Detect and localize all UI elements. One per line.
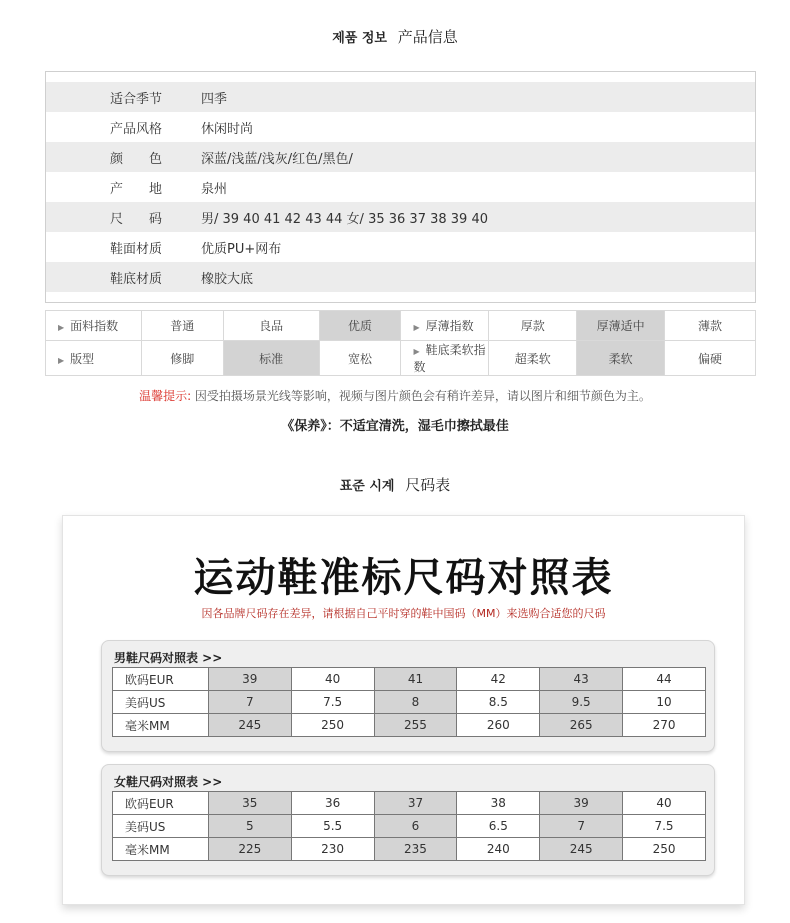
product-info-table bbox=[45, 71, 756, 303]
size-row bbox=[113, 792, 706, 815]
size-cell: 5 bbox=[208, 815, 291, 838]
info-table-top-pad bbox=[46, 72, 755, 82]
info-row bbox=[46, 262, 755, 292]
index-label bbox=[46, 311, 142, 341]
size-cell: 245 bbox=[208, 714, 291, 737]
women-size-panel bbox=[101, 764, 715, 876]
index-option: 超柔软 bbox=[489, 341, 577, 376]
size-cell: 225 bbox=[208, 838, 291, 861]
size-cell: 39 bbox=[208, 668, 291, 691]
size-cell: 8 bbox=[374, 691, 457, 714]
men-size-title: 男鞋尺码对照表 >> bbox=[114, 651, 223, 665]
size-row-label: 毫米MM bbox=[113, 838, 209, 861]
info-row-key: 颜 色 bbox=[110, 151, 163, 167]
index-option: 良品 bbox=[223, 311, 319, 341]
size-cell: 35 bbox=[208, 792, 291, 815]
size-cell: 43 bbox=[540, 668, 623, 691]
size-cell: 250 bbox=[623, 838, 706, 861]
info-row-key: 鞋底材质 bbox=[110, 271, 163, 287]
size-cell: 42 bbox=[457, 668, 540, 691]
triangle-right-icon: ▶ bbox=[58, 355, 65, 365]
index-label-text: 鞋底柔软指数 bbox=[413, 343, 486, 374]
index-label bbox=[401, 311, 489, 341]
index-option: 偏硬 bbox=[665, 341, 756, 376]
women-size-table bbox=[112, 791, 706, 861]
size-section-title bbox=[0, 474, 790, 495]
info-row-value: 四季 bbox=[201, 91, 228, 107]
warm-tip-label: 温馨提示: bbox=[139, 389, 192, 403]
size-row bbox=[113, 668, 706, 691]
men-size-table bbox=[112, 667, 706, 737]
size-row-label: 美码US bbox=[113, 815, 209, 838]
info-row-key: 适合季节 bbox=[110, 91, 163, 107]
product-info-title bbox=[0, 26, 790, 47]
size-cell: 260 bbox=[457, 714, 540, 737]
info-row bbox=[46, 82, 755, 112]
size-row bbox=[113, 691, 706, 714]
size-row bbox=[113, 815, 706, 838]
index-label bbox=[46, 341, 142, 376]
info-row-value: 泉州 bbox=[201, 181, 228, 197]
size-section-title-kr: 표준 시계 bbox=[339, 479, 395, 494]
size-cell: 40 bbox=[291, 668, 374, 691]
info-row bbox=[46, 202, 755, 232]
triangle-right-icon: ▶ bbox=[413, 323, 420, 332]
size-cell: 6.5 bbox=[457, 815, 540, 838]
size-cell: 245 bbox=[540, 838, 623, 861]
index-option: 薄款 bbox=[665, 311, 756, 341]
info-rows bbox=[46, 82, 755, 292]
index-option: 厚款 bbox=[489, 311, 577, 341]
info-row-key: 产品风格 bbox=[110, 121, 163, 137]
index-option: 修脚 bbox=[141, 341, 223, 376]
size-cell: 240 bbox=[457, 838, 540, 861]
size-cell: 7 bbox=[208, 691, 291, 714]
size-section-title-cn: 尺码表 bbox=[405, 476, 451, 494]
size-cell: 7.5 bbox=[623, 815, 706, 838]
info-table-bottom-pad bbox=[46, 292, 755, 302]
index-option: 厚薄适中 bbox=[577, 311, 665, 341]
warm-tip-text: 因受拍摄场景光线等影响，视频与图片颜色会有稍许差异，请以图片和细节颜色为主。 bbox=[191, 389, 651, 403]
index-row bbox=[46, 341, 756, 376]
size-cell: 8.5 bbox=[457, 691, 540, 714]
size-cell: 6 bbox=[374, 815, 457, 838]
index-option: 柔软 bbox=[577, 341, 665, 376]
size-cell: 40 bbox=[623, 792, 706, 815]
size-cell: 10 bbox=[623, 691, 706, 714]
size-cell: 39 bbox=[540, 792, 623, 815]
size-cell: 9.5 bbox=[540, 691, 623, 714]
size-cell: 41 bbox=[374, 668, 457, 691]
size-cell: 270 bbox=[623, 714, 706, 737]
info-row-key: 尺 码 bbox=[110, 211, 163, 227]
size-cell: 7.5 bbox=[291, 691, 374, 714]
size-chart-note: 因各品牌尺码存在差异，请根据自己平时穿的鞋中国码（MM）来选购合适您的尺码 bbox=[201, 607, 606, 620]
info-row-value: 深蓝/浅蓝/浅灰/红色/黑色/ bbox=[201, 151, 353, 167]
index-option: 优质 bbox=[319, 311, 401, 341]
info-row bbox=[46, 142, 755, 172]
product-info-title-cn: 产品信息 bbox=[397, 28, 458, 46]
index-label-text: 厚薄指数 bbox=[425, 319, 474, 333]
info-row-value: 休闲时尚 bbox=[201, 121, 254, 137]
size-row-label: 美码US bbox=[113, 691, 209, 714]
index-option: 宽松 bbox=[319, 341, 401, 376]
size-row bbox=[113, 714, 706, 737]
product-info-title-kr: 제품 정보 bbox=[332, 31, 387, 46]
size-chart-box bbox=[62, 515, 745, 905]
size-row-label: 欧码EUR bbox=[113, 668, 209, 691]
index-row bbox=[46, 311, 756, 341]
triangle-right-icon: ▶ bbox=[58, 323, 65, 332]
warm-tip bbox=[0, 387, 790, 404]
women-size-title: 女鞋尺码对照表 >> bbox=[114, 775, 223, 789]
size-row-label: 欧码EUR bbox=[113, 792, 209, 815]
size-cell: 44 bbox=[623, 668, 706, 691]
men-size-panel bbox=[101, 640, 715, 752]
size-cell: 36 bbox=[291, 792, 374, 815]
index-option: 普通 bbox=[141, 311, 223, 341]
size-cell: 38 bbox=[457, 792, 540, 815]
index-label bbox=[401, 341, 489, 376]
size-cell: 7 bbox=[540, 815, 623, 838]
size-cell: 235 bbox=[374, 838, 457, 861]
size-cell: 37 bbox=[374, 792, 457, 815]
index-label-text: 版型 bbox=[70, 351, 95, 366]
info-row-key: 鞋面材质 bbox=[110, 241, 163, 257]
info-row bbox=[46, 232, 755, 262]
info-row-value: 男/ 39 40 41 42 43 44 女/ 35 36 37 38 39 40 bbox=[201, 211, 488, 227]
info-row bbox=[46, 172, 755, 202]
info-row-value: 优质PU+网布 bbox=[201, 241, 282, 257]
care-instructions: 《保养》：不适宜清洗，湿毛巾擦拭最佳 bbox=[281, 419, 509, 434]
size-chart-heading: 运动鞋准标尺码对照表 bbox=[193, 555, 614, 601]
size-cell: 255 bbox=[374, 714, 457, 737]
size-cell: 230 bbox=[291, 838, 374, 861]
product-index-table bbox=[45, 310, 756, 376]
size-cell: 265 bbox=[540, 714, 623, 737]
index-label-text: 面料指数 bbox=[70, 319, 119, 333]
size-cell: 5.5 bbox=[291, 815, 374, 838]
info-row bbox=[46, 112, 755, 142]
size-cell: 250 bbox=[291, 714, 374, 737]
size-row bbox=[113, 838, 706, 861]
info-row-value: 橡胶大底 bbox=[201, 271, 254, 287]
index-option: 标准 bbox=[223, 341, 319, 376]
triangle-right-icon: ▶ bbox=[413, 347, 420, 356]
info-row-key: 产 地 bbox=[110, 181, 163, 197]
size-row-label: 毫米MM bbox=[113, 714, 209, 737]
